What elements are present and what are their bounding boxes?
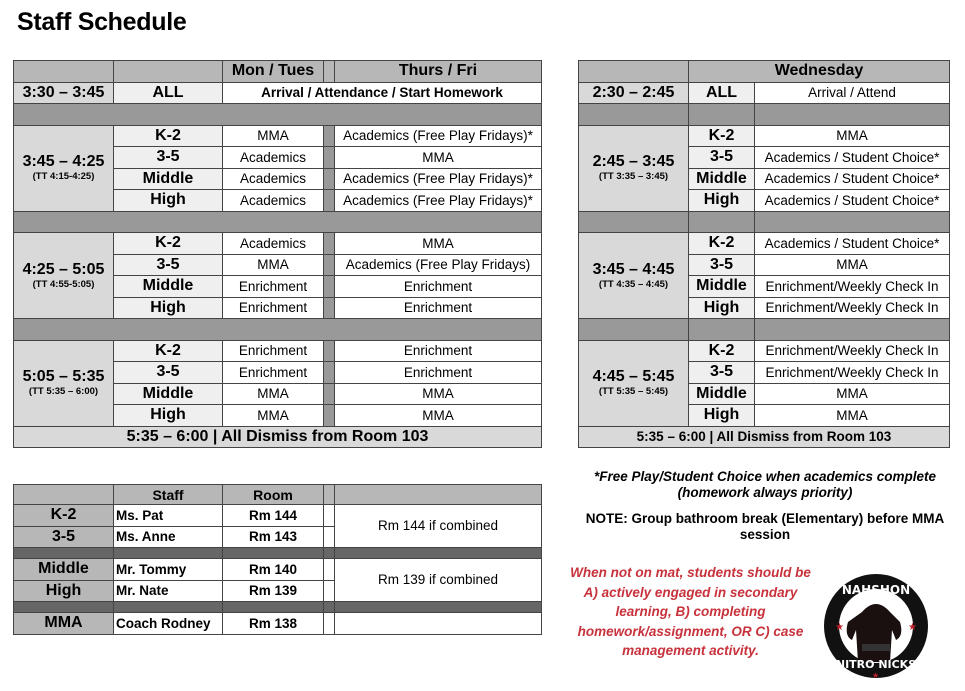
cell: High [14,580,114,602]
cell: Thurs / Fri [335,61,542,83]
mat-note: When not on mat, students should be A) actively engaged in secondary learning, B) completing homework/assignment, OR C) case management activity. [570,565,811,658]
page-title: Staff Schedule [17,8,187,36]
footer-row [14,426,542,448]
cell [114,602,223,613]
cell [689,211,755,233]
cell: 5:35 – 6:00 | All Dismiss from Room 103 [14,426,542,448]
cell: Mr. Nate [114,580,223,602]
cell [324,526,335,548]
cell: Enrichment [223,362,324,384]
cell: K-2 [689,125,755,147]
cell: Rm 139 if combined [335,559,542,602]
time: 4:25 – 5:05 [22,260,105,278]
cell: MMA [755,383,950,405]
wednesday-schedule-table [578,60,950,448]
svg-text:NAHSHON: NAHSHON [841,583,911,597]
cell: High [114,405,223,427]
cell: MMA [755,254,950,276]
transition-time: (TT 4:55-5:05) [32,278,95,290]
cell [324,580,335,602]
mon-thu-schedule-table [13,60,542,448]
arrival-row [14,82,542,104]
footer-row [579,426,950,448]
svg-text:★: ★ [872,671,880,680]
cell: Enrichment [223,276,324,298]
cell [579,319,689,341]
bathroom-note: NOTE: Group bathroom break (Elementary) before MMA session [585,511,945,542]
cell: MMA [335,147,542,169]
cell [14,548,114,559]
cell [335,602,542,613]
cell [324,362,335,384]
cell: Academics (Free Play Fridays)* [335,125,542,147]
spacer-row [14,602,542,613]
staff-room-table [13,484,542,635]
cell: K-2 [14,505,114,527]
cell [14,485,114,505]
cell: MMA [335,405,542,427]
cell [689,104,755,126]
cell [579,104,689,126]
cell: Mon / Tues [223,61,324,83]
cell: Rm 143 [223,526,324,548]
cell: K-2 [114,125,223,147]
cell: Enrichment [335,276,542,298]
spacer [14,104,542,126]
transition-time: (TT 3:35 – 3:45) [598,171,669,183]
transition-time: (TT 5:35 – 6:00) [28,386,99,398]
cell: Middle [689,383,755,405]
cell: Enrichment/Weekly Check In [755,276,950,298]
cell: Wednesday [689,61,950,83]
cell [324,548,335,559]
spacer-row [579,104,950,126]
cell: High [689,405,755,427]
cell: MMA [14,613,114,635]
cell: High [114,297,223,319]
spacer [14,211,542,233]
transition-time: (TT 4:35 – 4:45) [598,278,669,290]
cell: Academics [223,168,324,190]
cell: MMA [755,405,950,427]
cell: ALL [689,82,755,104]
cell: 3:30 – 3:45 [14,82,114,104]
transition-time: (TT 4:15-4:25) [32,171,95,183]
cell: 3-5 [689,362,755,384]
time-slot [14,340,114,426]
cell [335,485,542,505]
transition-time: (TT 5:35 – 5:45) [598,386,669,398]
cell [324,254,335,276]
spacer-row [579,319,950,341]
cell: High [689,297,755,319]
cell [223,548,324,559]
table-row [14,613,542,635]
cell: Middle [114,168,223,190]
cell: Academics [223,147,324,169]
cell: 2:30 – 2:45 [579,82,689,104]
cell: Academics / Student Choice* [755,190,950,212]
time-slot [579,125,689,211]
cell: Arrival / Attend [755,82,950,104]
cell: MMA [223,383,324,405]
time: 3:45 – 4:45 [592,260,675,278]
svg-text:NITRO NICKS: NITRO NICKS [835,658,917,671]
cell: Rm 140 [223,559,324,581]
cell [14,602,114,613]
cell: K-2 [114,340,223,362]
time-slot [579,233,689,319]
spacer-row [14,548,542,559]
cell: Ms. Anne [114,526,223,548]
cell: 5:35 – 6:00 | All Dismiss from Room 103 [579,426,950,448]
cell [755,211,950,233]
cell: K-2 [689,340,755,362]
cell [324,297,335,319]
cell: Enrichment [223,297,324,319]
time: 5:05 – 5:35 [22,368,105,386]
cell [689,319,755,341]
table-row [579,233,950,255]
cell [335,548,542,559]
cell: Middle [689,168,755,190]
cell: Enrichment/Weekly Check In [755,362,950,384]
cell: MMA [223,254,324,276]
svg-text:★: ★ [908,622,917,633]
cell: Rm 144 if combined [335,505,542,548]
time: 2:45 – 3:45 [592,153,675,171]
table-row [14,340,542,362]
cell [755,319,950,341]
table-row [579,125,950,147]
cell: Mr. Tommy [114,559,223,581]
cell [324,276,335,298]
cell: Middle [114,276,223,298]
cell: 3-5 [114,147,223,169]
cell: Enrichment [335,362,542,384]
cell: Enrichment/Weekly Check In [755,297,950,319]
table-row [14,233,542,255]
cell [324,485,335,505]
free-play-note: *Free Play/Student Choice when academics complete (homework always priority) [593,469,937,500]
spacer-row [14,211,542,233]
cell [14,61,114,83]
svg-text:★: ★ [835,622,844,633]
cell: 3-5 [689,147,755,169]
cell: Middle [114,383,223,405]
cell [335,613,542,635]
cell: Academics [223,233,324,255]
cell: Rm 144 [223,505,324,527]
header-row [14,61,542,83]
spacer-row [14,104,542,126]
table-row [14,125,542,147]
cell: High [114,190,223,212]
cell: Ms. Pat [114,505,223,527]
cell: Middle [14,559,114,581]
cell [324,340,335,362]
cell: Room [223,485,324,505]
cell: 3-5 [689,254,755,276]
time-slot [14,125,114,211]
cell: 3-5 [14,526,114,548]
cell [324,383,335,405]
cell [755,104,950,126]
cell [324,168,335,190]
cell: Enrichment [335,297,542,319]
spacer-row [14,319,542,341]
cell: K-2 [114,233,223,255]
cell: Academics (Free Play Fridays) [335,254,542,276]
cell [324,602,335,613]
cell: Enrichment [335,340,542,362]
cell: Academics [223,190,324,212]
cell [324,505,335,527]
cell: Academics / Student Choice* [755,147,950,169]
cell [324,613,335,635]
cell [324,405,335,427]
cell: Academics (Free Play Fridays)* [335,190,542,212]
table-row [14,505,542,527]
time: 3:45 – 4:25 [22,153,105,171]
cell: High [689,190,755,212]
cell [114,61,223,83]
cell: 3-5 [114,254,223,276]
cell: ALL [114,82,223,104]
cell: Academics / Student Choice* [755,233,950,255]
cell: Coach Rodney [114,613,223,635]
time-slot [579,340,689,426]
time-slot [14,233,114,319]
nitro-nicks-logo [822,572,930,680]
table-row [14,559,542,581]
table-row [579,340,950,362]
cell [324,125,335,147]
header-row [14,485,542,505]
cell: MMA [223,125,324,147]
cell: Enrichment [223,340,324,362]
cell: Rm 139 [223,580,324,602]
cell: MMA [223,405,324,427]
cell: K-2 [689,233,755,255]
cell [324,559,335,581]
cell [579,211,689,233]
cell [114,548,223,559]
cell: Enrichment/Weekly Check In [755,340,950,362]
cell: Staff [114,485,223,505]
arrival-row [579,82,950,104]
cell: MMA [335,233,542,255]
cell: 3-5 [114,362,223,384]
cell [324,233,335,255]
cell [223,602,324,613]
cell: Arrival / Attendance / Start Homework [223,82,542,104]
cell [324,61,335,83]
cell [324,190,335,212]
cell [324,147,335,169]
cell: MMA [755,125,950,147]
cell: Academics (Free Play Fridays)* [335,168,542,190]
cell [579,61,689,83]
spacer-row [579,211,950,233]
cell: MMA [335,383,542,405]
cell: Middle [689,276,755,298]
cell: Academics / Student Choice* [755,168,950,190]
cell: Rm 138 [223,613,324,635]
spacer [14,319,542,341]
header-row [579,61,950,83]
time: 4:45 – 5:45 [592,368,675,386]
